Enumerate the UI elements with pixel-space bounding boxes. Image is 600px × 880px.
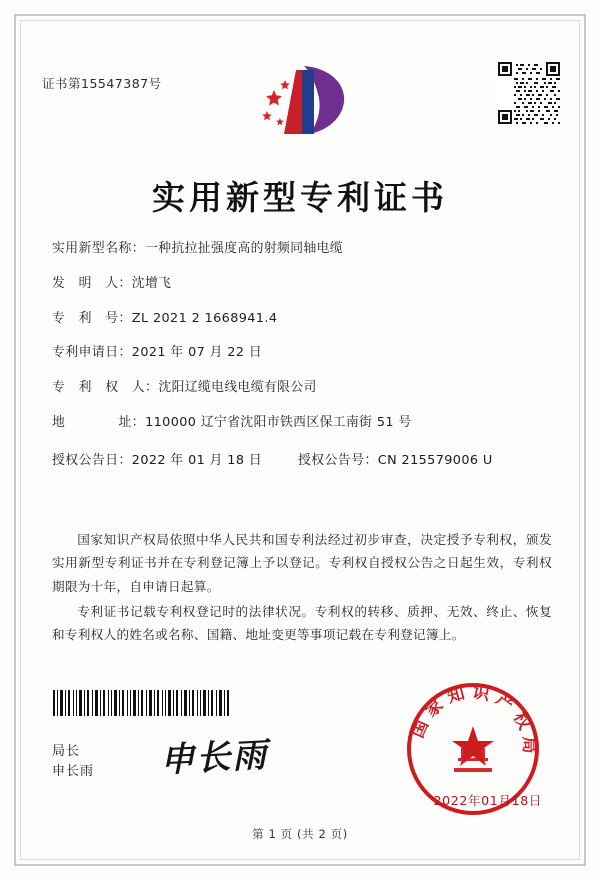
- field-label: 专利申请日：: [52, 345, 132, 361]
- legal-paragraph-2: 专利证书记载专利权登记时的法律状况。专利权的转移、质押、无效、终止、恢复和专利权人的姓名或名称、国籍、地址变更等事项记载在专利登记簿上。: [52, 603, 552, 643]
- grant-number-group: [298, 449, 493, 468]
- field-label: 地 址：: [52, 414, 146, 430]
- field-value: 2021 年 07 月 22 日: [131, 345, 263, 361]
- grant-date-group: [52, 449, 298, 468]
- legal-paragraph-1: 国家知识产权局依照中华人民共和国专利法经过初步审查，决定授予专利权，颁发实用新型专利证书并在专利登记簿上予以登记。专利权自授权公告之日起生效，专利权期限为十年，自申请日起算。: [52, 532, 552, 594]
- barcode-icon: [52, 690, 230, 716]
- grant-announcement-row: [52, 449, 552, 468]
- grant-date-label: 授权公告日：: [52, 452, 132, 468]
- field-row-patent-number: [52, 310, 552, 327]
- patent-office-emblem-icon: [252, 62, 348, 138]
- qr-code-icon: [498, 62, 560, 124]
- field-label: 实用新型名称：: [52, 241, 146, 256]
- page-footer: 第 1 页 (共 2 页): [252, 827, 348, 841]
- field-value: 一种抗拉扯强度高的射频同轴电缆: [145, 241, 344, 256]
- seal-date: 2022年01月18日: [433, 793, 542, 808]
- svg-text:国家知识产权局: 国家知识产权局: [407, 682, 540, 760]
- legal-text: [52, 528, 552, 648]
- grant-number-value: CN 215579006 U: [377, 452, 493, 468]
- field-value: 沈增飞: [131, 275, 172, 291]
- grant-number-label: 授权公告号：: [298, 452, 378, 468]
- director-role-label: 局长: [52, 744, 81, 759]
- certificate-number: 证书第15547387号: [42, 76, 162, 91]
- field-value: 110000 辽宁省沈阳市铁西区保工南街 51 号: [145, 414, 412, 430]
- director-handwritten-signature: 申长雨: [159, 735, 270, 781]
- field-row-inventor: [52, 275, 552, 292]
- field-list: [52, 240, 552, 474]
- field-row-patentee: [52, 379, 552, 396]
- field-row-address: [52, 414, 552, 431]
- field-row-application-date: [52, 344, 552, 361]
- page-title: 实用新型专利证书: [152, 178, 448, 217]
- field-value: ZL 2021 2 1668941.4: [131, 310, 278, 326]
- director-name-label: 申长雨: [52, 764, 95, 780]
- grant-date-value: 2022 年 01 月 18 日: [131, 452, 263, 468]
- field-label: 专 利 号：: [52, 310, 132, 326]
- field-label: 专 利 权 人：: [52, 380, 159, 396]
- field-row-utility-model-name: [52, 240, 552, 257]
- signature-labels: [52, 742, 94, 782]
- field-value: 沈阳辽缆电线电缆有限公司: [158, 380, 317, 396]
- field-label: 发 明 人：: [52, 275, 132, 291]
